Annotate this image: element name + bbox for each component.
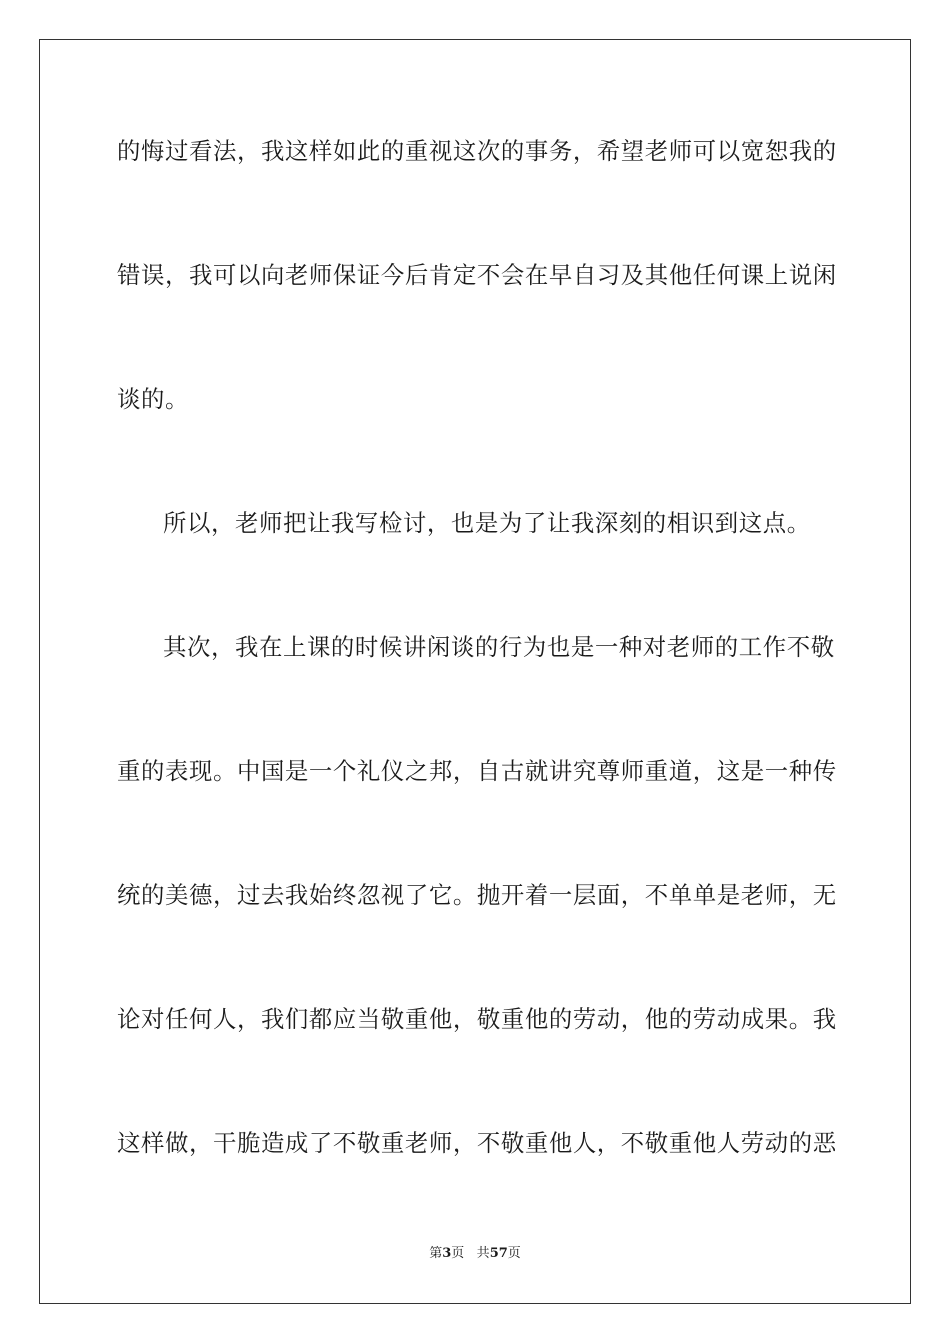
body-line-7: 统的美德，过去我始终忽视了它。抛开着一层面，不单单是老师，无 xyxy=(117,881,837,909)
body-line-6: 重的表现。中国是一个礼仪之邦，自古就讲究尊师重道，这是一种传 xyxy=(117,757,837,785)
body-line-5: 其次，我在上课的时候讲闲谈的行为也是一种对老师的工作不敬 xyxy=(163,633,835,661)
footer-page-number: 3 xyxy=(442,1246,452,1261)
body-line-1: 的悔过看法，我这样如此的重视这次的事务，希望老师可以宽恕我的 xyxy=(117,137,837,165)
page-footer xyxy=(0,1246,950,1262)
page-border xyxy=(39,39,911,1304)
footer-prefix: 第 xyxy=(429,1246,443,1261)
body-line-2: 错误，我可以向老师保证今后肯定不会在早自习及其他任何课上说闲 xyxy=(117,261,837,289)
body-line-8: 论对任何人，我们都应当敬重他，敬重他的劳动，他的劳动成果。我 xyxy=(117,1005,837,1033)
footer-total-prefix: 共 xyxy=(476,1246,490,1261)
body-line-3: 谈的。 xyxy=(117,385,189,413)
footer-total-pages: 57 xyxy=(489,1246,508,1261)
body-line-9: 这样做，干脆造成了不敬重老师，不敬重他人，不敬重他人劳动的恶 xyxy=(117,1129,837,1157)
body-line-4: 所以，老师把让我写检讨，也是为了让我深刻的相识到这点。 xyxy=(163,509,811,537)
footer-page-suffix: 页 xyxy=(451,1246,465,1261)
footer-total-suffix: 页 xyxy=(507,1246,521,1261)
